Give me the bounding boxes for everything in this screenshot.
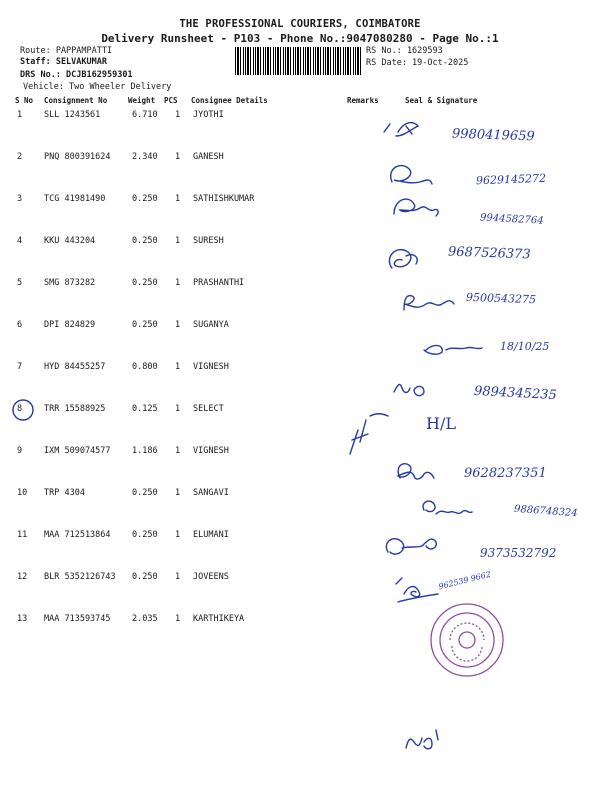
- row-weight: 6.710: [132, 110, 158, 120]
- row-consignee: PRASHANTHI: [193, 278, 245, 288]
- row-consignment: PNQ 800391624: [44, 152, 111, 162]
- route-label: Route: PAPPAMPATTI: [20, 46, 113, 56]
- row-consignee: JOVEENS: [193, 572, 229, 582]
- document-subtitle: Delivery Runsheet - P103 - Phone No.:9047080280 - Page No.:1: [101, 32, 499, 45]
- row-weight: 0.250: [132, 530, 158, 540]
- row-consignee: SELECT: [193, 404, 224, 414]
- signature-10: [423, 501, 472, 514]
- handwritten-phone-4: 9687526373: [447, 244, 531, 263]
- signature-2: [391, 166, 432, 184]
- row-weight: 2.340: [132, 152, 158, 162]
- signature-6: [424, 346, 482, 355]
- row-consignment: SMG 873282: [44, 278, 96, 288]
- row-consignment: SLL 1243561: [44, 110, 101, 120]
- row-sno: 5: [17, 278, 23, 288]
- row-weight: 2.035: [132, 614, 158, 624]
- row-consignment: HYD 84455257: [44, 362, 106, 372]
- row-pcs: 1: [175, 110, 181, 120]
- handwritten-phone-7: 9894345235: [473, 383, 558, 404]
- column-header-consignment: Consignment No: [44, 96, 108, 105]
- row-sno: 4: [17, 236, 23, 246]
- row-consignee: ELUMANI: [193, 530, 229, 540]
- row-sno: 7: [17, 362, 23, 372]
- row-weight: 0.250: [132, 236, 158, 246]
- row-consignment: TCG 41981490: [44, 194, 106, 204]
- row-sno: 9: [17, 446, 23, 456]
- handwritten-phone-1: 9980419659: [451, 126, 535, 145]
- column-header-consignee: Consignee Details: [191, 96, 268, 105]
- row-consignment: KKU 443204: [44, 236, 96, 246]
- handwritten-phone-9: 9628237351: [464, 466, 547, 481]
- row-sno: 1: [17, 110, 23, 120]
- signature-1: [384, 123, 418, 136]
- table-row: [0, 194, 600, 208]
- handwritten-phone-11: 9373532792: [480, 546, 557, 560]
- column-header-weight: Weight: [128, 96, 156, 105]
- table-row: [0, 446, 600, 460]
- column-header-pcs: PCS: [164, 96, 178, 105]
- row-consignment: IXM 509074577: [44, 446, 111, 456]
- table-row: [0, 488, 600, 502]
- table-row: [0, 362, 600, 376]
- row-consignee: SUGANYA: [193, 320, 229, 330]
- table-row: [0, 614, 600, 628]
- table-row: [0, 404, 600, 418]
- row-weight: 1.186: [132, 446, 158, 456]
- row-consignee: SATHISHKUMAR: [193, 194, 255, 204]
- row-pcs: 1: [175, 614, 181, 624]
- row-sno: 2: [17, 152, 23, 162]
- row-pcs: 1: [175, 194, 181, 204]
- row-sno: 6: [17, 320, 23, 330]
- row-consignee: GANESH: [193, 152, 224, 162]
- row-pcs: 1: [175, 530, 181, 540]
- row-weight: 0.800: [132, 362, 158, 372]
- rs-number: RS No.: 1629593: [366, 46, 443, 56]
- row-weight: 0.250: [132, 194, 158, 204]
- row-consignment: BLR 5352126743: [44, 572, 116, 582]
- row-consignee: VIGNESH: [193, 362, 229, 372]
- row-sno: 3: [17, 194, 23, 204]
- signature-9: [398, 464, 434, 479]
- row-consignee: SANGAVI: [193, 488, 229, 498]
- vehicle-label: Vehicle: Two Wheeler Delivery: [23, 82, 172, 92]
- bottom-scribble: [406, 730, 438, 749]
- row-consignment: TRR 15588925: [44, 404, 106, 414]
- row-pcs: 1: [175, 236, 181, 246]
- handwritten-hl: H/L: [426, 414, 456, 433]
- staff-label: Staff: SELVAKUMAR: [20, 57, 107, 67]
- row-pcs: 1: [175, 404, 181, 414]
- table-row: [0, 278, 600, 292]
- row-weight: 0.250: [132, 488, 158, 498]
- row-sno: 13: [17, 614, 28, 624]
- table-row: [0, 530, 600, 544]
- row-weight: 0.250: [132, 320, 158, 330]
- table-row: [0, 320, 600, 334]
- drs-number: DRS No.: DCJB162959301: [20, 70, 133, 80]
- signature-4: [389, 250, 417, 268]
- row-weight: 0.250: [132, 572, 158, 582]
- row-weight: 0.250: [132, 278, 158, 288]
- row-pcs: 1: [175, 362, 181, 372]
- row-consignee: SURESH: [193, 236, 224, 246]
- row-pcs: 1: [175, 488, 181, 498]
- row-weight: 0.125: [132, 404, 158, 414]
- row-consignee: KARTHIKEYA: [193, 614, 245, 624]
- table-row: [0, 572, 600, 586]
- row-consignee: JYOTHI: [193, 110, 224, 120]
- column-header-seal: Seal & Signature: [405, 96, 478, 105]
- handwritten-phone-12: 962539 9662: [437, 569, 492, 592]
- row-consignment: TRP 4304: [44, 488, 85, 498]
- column-header-sno: S No: [15, 96, 34, 105]
- row-sno: 10: [17, 488, 28, 498]
- row-consignment: MAA 713593745: [44, 614, 111, 624]
- document-title: THE PROFESSIONAL COURIERS, COIMBATORE: [179, 18, 421, 30]
- row-consignee: VIGNESH: [193, 446, 229, 456]
- row-sno: 11: [17, 530, 28, 540]
- column-header-remarks: Remarks: [347, 96, 379, 105]
- handwritten-date-6: 18/10/25: [500, 340, 550, 353]
- barcode: [235, 47, 363, 75]
- handwritten-phone-3: 9944582764: [479, 212, 544, 227]
- row-pcs: 1: [175, 446, 181, 456]
- table-row: [0, 152, 600, 166]
- row-consignment: DPI 824829: [44, 320, 96, 330]
- row-pcs: 1: [175, 572, 181, 582]
- table-row: [0, 110, 600, 124]
- signature-5: [404, 296, 454, 310]
- row-sno: 12: [17, 572, 28, 582]
- signature-7: [394, 385, 424, 396]
- handwritten-phone-2: 9629145272: [475, 171, 547, 188]
- handwritten-phone-5: 9500543275: [465, 290, 537, 307]
- row-sno: 8: [17, 404, 23, 414]
- row-consignment: MAA 712513864: [44, 530, 111, 540]
- handwritten-phone-10: 9886748324: [513, 503, 578, 520]
- row-pcs: 1: [175, 278, 181, 288]
- row-pcs: 1: [175, 320, 181, 330]
- row-pcs: 1: [175, 152, 181, 162]
- rs-date: RS Date: 19-Oct-2025: [366, 58, 469, 68]
